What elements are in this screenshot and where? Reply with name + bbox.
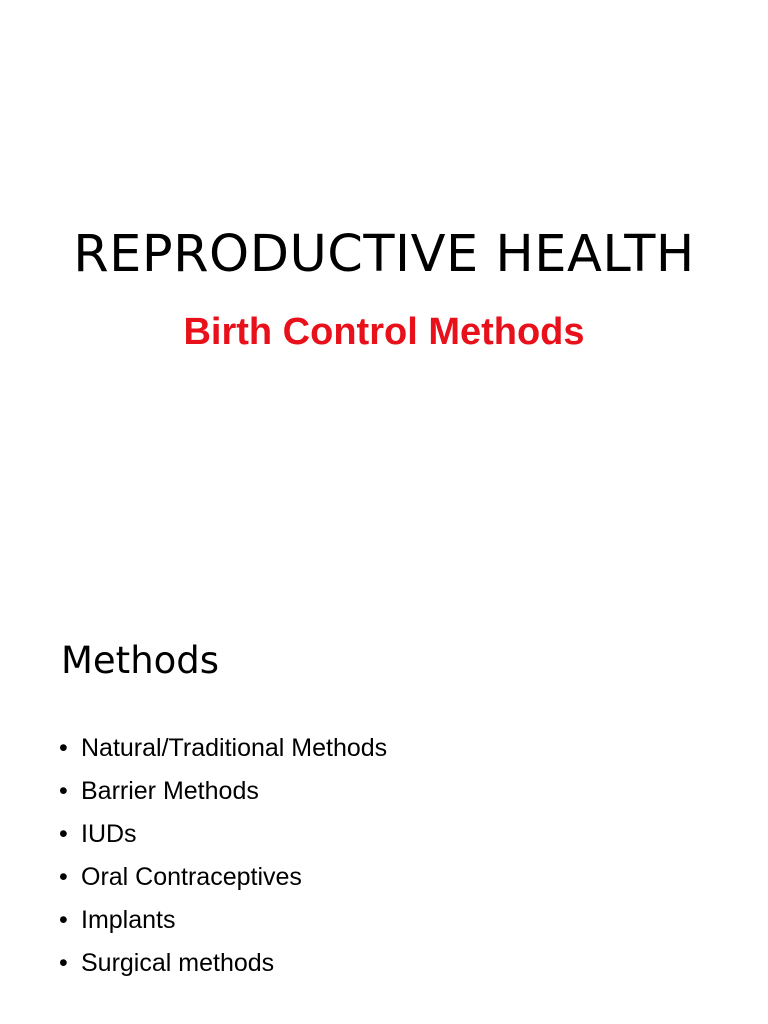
- bullet-icon: •: [59, 863, 68, 891]
- methods-list: [59, 727, 387, 985]
- methods-heading: Methods: [61, 639, 220, 682]
- list-item: [59, 899, 387, 942]
- list-item: [59, 856, 387, 899]
- bullet-icon: •: [59, 949, 68, 977]
- list-item: [59, 813, 387, 856]
- slide-title: REPRODUCTIVE HEALTH: [73, 225, 695, 284]
- list-item-label: Surgical methods: [81, 949, 275, 977]
- bullet-icon: •: [59, 906, 68, 934]
- bullet-icon: •: [59, 820, 68, 848]
- list-item-label: Implants: [81, 906, 176, 934]
- list-item-label: Oral Contraceptives: [81, 863, 302, 891]
- list-item: [59, 727, 387, 770]
- list-item-label: Barrier Methods: [81, 777, 259, 805]
- list-item: [59, 770, 387, 813]
- list-item-label: IUDs: [81, 820, 137, 848]
- bullet-icon: •: [59, 777, 68, 805]
- list-item: [59, 942, 387, 985]
- bullet-icon: •: [59, 734, 68, 762]
- slide-subtitle: Birth Control Methods: [183, 311, 585, 353]
- list-item-label: Natural/Traditional Methods: [81, 734, 388, 762]
